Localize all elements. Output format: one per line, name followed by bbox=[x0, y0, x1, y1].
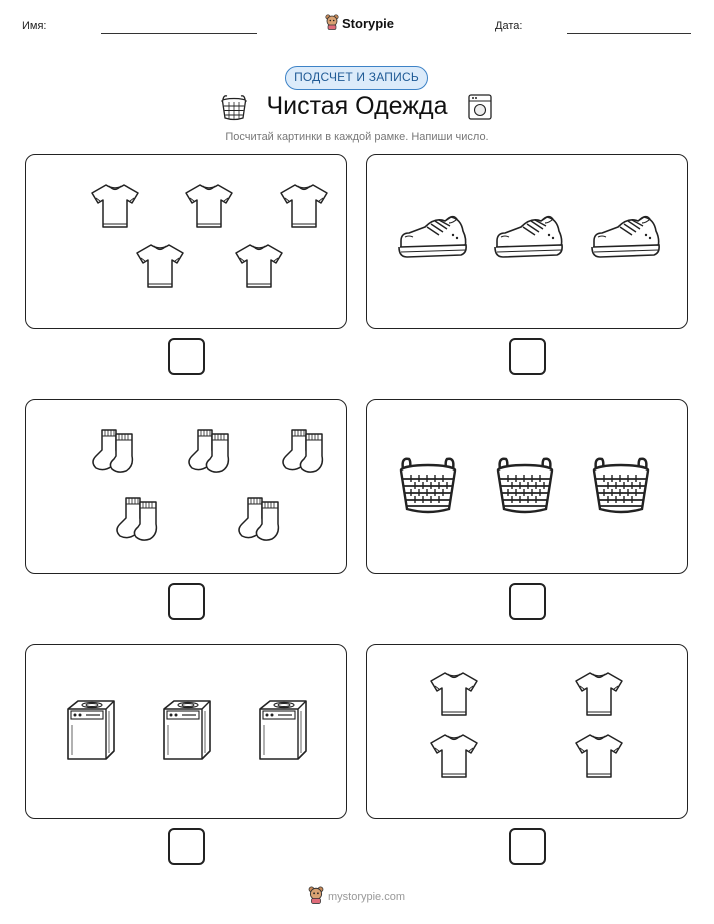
washing-machine-icon bbox=[158, 697, 214, 766]
date-line[interactable] bbox=[567, 33, 691, 34]
counting-panel-4 bbox=[366, 399, 688, 574]
washing-machine-icon bbox=[466, 93, 494, 126]
sneaker-icon bbox=[395, 211, 471, 268]
bear-mascot-icon bbox=[308, 886, 324, 907]
laundry-basket-icon bbox=[494, 455, 556, 522]
brand-name: Storypie bbox=[342, 16, 395, 31]
socks-icon bbox=[278, 426, 330, 479]
sneaker-icon bbox=[491, 211, 567, 268]
instruction-text: Посчитай картинки в каждой рамке. Напиши число. bbox=[225, 131, 489, 143]
t-shirt-icon bbox=[572, 731, 626, 786]
counting-panel-3 bbox=[25, 399, 347, 574]
t-shirt-icon bbox=[232, 241, 286, 296]
answer-box-3[interactable] bbox=[168, 583, 205, 620]
footer bbox=[308, 886, 405, 907]
t-shirt-icon bbox=[427, 669, 481, 724]
socks-icon bbox=[184, 426, 236, 479]
activity-badge: ПОДСЧЕТ И ЗАПИСЬ bbox=[285, 66, 428, 90]
sneaker-icon bbox=[588, 211, 664, 268]
answer-box-4[interactable] bbox=[509, 583, 546, 620]
t-shirt-icon bbox=[427, 731, 481, 786]
laundry-basket-icon bbox=[397, 455, 459, 522]
washing-machine-icon bbox=[254, 697, 310, 766]
answer-box-2[interactable] bbox=[509, 338, 546, 375]
bear-mascot-icon bbox=[325, 14, 339, 33]
socks-icon bbox=[88, 426, 140, 479]
name-line[interactable] bbox=[101, 33, 257, 34]
answer-box-5[interactable] bbox=[168, 828, 205, 865]
t-shirt-icon bbox=[182, 181, 236, 236]
counting-panel-2 bbox=[366, 154, 688, 329]
brand-logo bbox=[325, 14, 394, 33]
t-shirt-icon bbox=[572, 669, 626, 724]
t-shirt-icon bbox=[277, 181, 331, 236]
counting-panel-1 bbox=[25, 154, 347, 329]
t-shirt-icon bbox=[133, 241, 187, 296]
socks-icon bbox=[112, 494, 164, 547]
footer-url: mystorypie.com bbox=[328, 890, 406, 903]
answer-box-1[interactable] bbox=[168, 338, 205, 375]
counting-panel-5 bbox=[25, 644, 347, 819]
answer-box-6[interactable] bbox=[509, 828, 546, 865]
date-label: Дата: bbox=[495, 20, 523, 32]
counting-panel-6 bbox=[366, 644, 688, 819]
t-shirt-icon bbox=[88, 181, 142, 236]
socks-icon bbox=[234, 494, 286, 547]
name-label: Имя: bbox=[22, 20, 47, 32]
washing-machine-icon bbox=[62, 697, 118, 766]
laundry-basket-icon bbox=[590, 455, 652, 522]
page-title: Чистая Одежда bbox=[266, 92, 448, 120]
